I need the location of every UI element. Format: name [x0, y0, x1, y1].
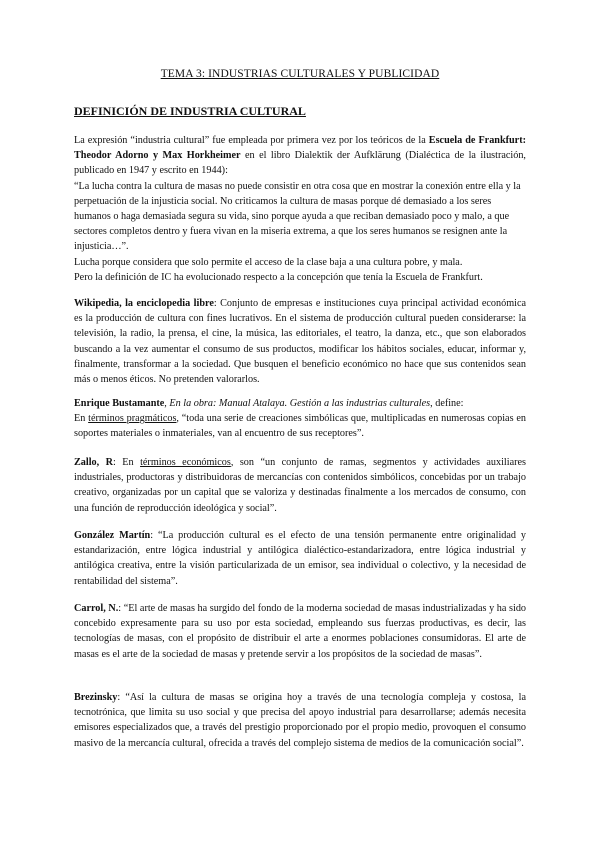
adorno-quote: “La lucha contra la cultura de masas no puede consistir en otra cosa que en mostrar la conexión entre ella y la perpetuación de la injusticia social. No criticamos la cultura de masas porque dé demasiado a los seres humanos o haga demasiada segura su vida, sino porque ayuda a que reciban demasiado poco y malo, a que sectores completos dentro y fuera vivan en la miseria extrema, a que los seres humanos se resignen ante la injusticia…”.: [74, 180, 521, 253]
frankfurt-school-label: Escuela de Frankfurt: Theodor Adorno y Max Horkheimer: [74, 135, 526, 162]
carrol-label: Carrol, N.: [74, 603, 119, 614]
zallo-quote: , son “un conjunto de ramas, segmentos y actividades auxiliares industriales, productoras y distribuidoras de mercancías con contenidos simbólicos, concebidas por un trabajo creativo, organizadas por un capital que se valoriza y destinadas finalmente a los mercados de consumo, con una función de reproducción ideológica y social”.: [74, 457, 526, 514]
gonzalez-quote: : “La producción cultural es el efecto de una tensión permanente entre originalidad y estandarización, entre lógica industrial y antilógica dialéctico-estandarizadora, entre lógica industrial y antilógica creativa, entre la visión particularizada de un emisor, sea individual o colectivo, y la necesidad de rentabilidad del sistema”.: [74, 530, 526, 587]
zallo-label: Zallo, R: [74, 457, 114, 468]
brezinsky-definition: [74, 690, 526, 751]
document-title: TEMA 3: INDUSTRIAS CULTURALES Y PUBLICIDAD: [160, 68, 440, 80]
bustamante-definition: [74, 396, 526, 442]
intro-text-end: en el libro Dialektik der Aufklärung (Dialéctica de la ilustración, publicado en 1947 y escrito en 1944):: [74, 150, 526, 177]
bustamante-label: Enrique Bustamante: [74, 398, 165, 409]
bustamante-quote: , “toda una serie de creaciones simbólicas que, multiplicadas en numerosas copias en soportes materiales o inmateriales, van al encuentro de sus receptores”.: [74, 413, 526, 440]
wikipedia-label: Wikipedia, la enciclopedia libre: [74, 298, 214, 309]
section-heading: DEFINICIÓN DE INDUSTRIA CULTURAL: [74, 104, 306, 118]
bustamante-work: En la obra: Manual Atalaya. Gestión a las industrias culturales: [169, 398, 431, 409]
bustamante-prefix: En: [74, 413, 89, 425]
bustamante-separator: ,: [164, 398, 170, 409]
bustamante-define: , define:: [430, 398, 464, 409]
wikipedia-text: : Conjunto de empresas e instituciones cuya principal actividad económica es la producción de cultura con fines lucrativos. En el sistema de producción cultural pueden considerarse: la televisión, la radio, la prensa, el cine, la música, las editoriales, el teatro, la danza, etc., que son elaborados buscando a la vez aumentar el consumo de sus productos, modificar los hábitos sociales, educar, informar y, finalmente, transformar a la sociedad. Que busquen el beneficio económico no hace que sus contenidos sean más o menos éticos. No pretenden valorarlos.: [74, 298, 526, 386]
brezinsky-quote: : “Así la cultura de masas se origina hoy a través de una tecnología compleja y costosa, la tecnotrónica, que limita su uso social y que precisa del apoyo industrial para desarrollarse; además necesita emisores especializados que, a través del prestigio proporcionado por el propio medio, provoquen el consumo masivo de la mercancía cultural, ofrecida a través del complejo sistema de medios de la comunicación social”.: [74, 692, 526, 749]
intro-note-2: Pero la definición de IC ha evolucionado respecto a la concepción que tenía la Escuela de Frankfurt.: [74, 271, 483, 283]
intro-note-1: Lucha porque considera que solo permite el acceso de la clase baja a una cultura pobre, y mala.: [74, 256, 463, 268]
zallo-definition: [74, 455, 526, 516]
intro-section: [74, 133, 526, 285]
zallo-prefix: : En: [113, 457, 141, 468]
carrol-definition: [74, 601, 526, 662]
brezinsky-label: Brezinsky: [74, 692, 118, 703]
economic-terms: términos económicos: [140, 457, 231, 468]
intro-text-start: La expresión “industria cultural” fue empleada por primera vez por los teóricos de la: [74, 135, 429, 146]
gonzalez-definition: [74, 528, 526, 589]
intro-paragraph: [74, 133, 526, 179]
carrol-quote: : “El arte de masas ha surgido del fondo de la moderna sociedad de masas industrializadas y ha sido concebido expresamente para su uso por esta sociedad, empleando sus fuerzas productivas, es decir, las tecnologías de masas, con el propósito de distribuir el arte a enormes poblaciones consumidoras. El arte de masas es el arte de la sociedad de masas y pretende servir a los propósitos de la sociedad de masas”.: [74, 603, 527, 660]
gonzalez-label: González Martín: [74, 530, 151, 541]
pragmatic-terms: términos pragmáticos: [88, 413, 177, 425]
wikipedia-definition: [74, 296, 526, 387]
